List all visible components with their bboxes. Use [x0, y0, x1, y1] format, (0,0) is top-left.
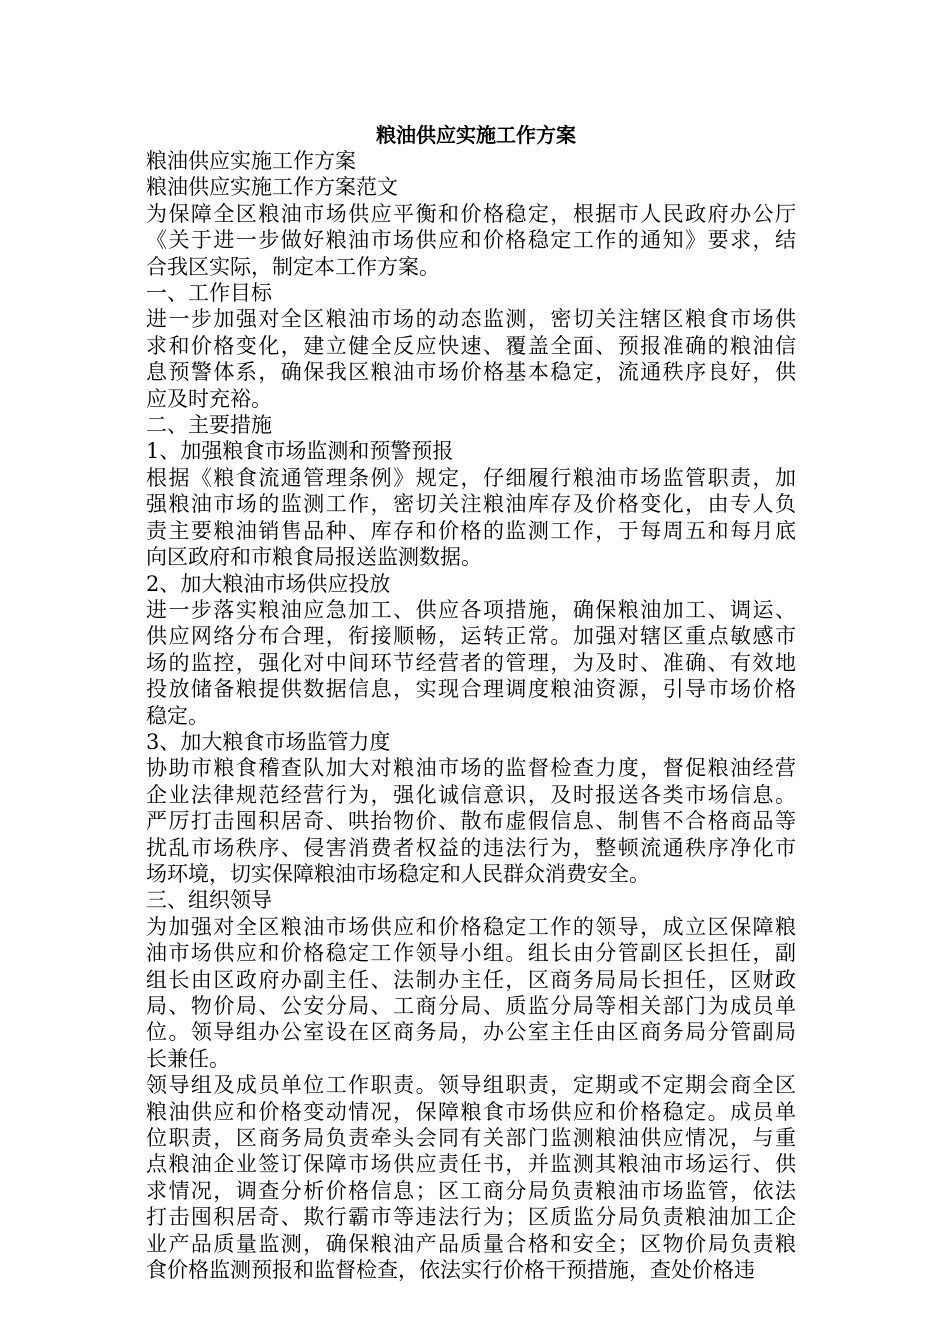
paragraph	[146, 465, 796, 571]
text-line: 粮油供应和价格变动情况，保障粮食市场供应和价格稳定。成员单	[146, 1099, 796, 1124]
text-line: 投放储备粮提供数据信息，实现合理调度粮油资源，引导市场价格	[146, 677, 796, 702]
paragraph	[146, 412, 796, 438]
text-line: 点粮油企业签订保障市场供应责任书，并监测其粮油市场运行、供	[146, 1152, 796, 1177]
document-page	[146, 122, 796, 1283]
text-line: 局、物价局、公安分局、工商分局、质监分局等相关部门为成员单	[146, 994, 796, 1018]
paragraph	[146, 438, 796, 464]
text-line: 二、主要措施	[146, 413, 272, 438]
text-line: 求情况，调查分析价格信息；区工商分局负责粮油市场监管，依法	[146, 1178, 796, 1203]
text-line: 长兼任。	[146, 1046, 230, 1071]
text-line: 求和价格变化，建立健全反应快速、覆盖全面、预报准确的粮油信	[146, 333, 796, 358]
text-line: 息预警体系，确保我区粮油市场价格基本稳定，流通秩序良好，供	[146, 360, 796, 385]
text-line: 企业法律规范经营行为，强化诚信意识，及时报送各类市场信息。	[146, 782, 796, 807]
paragraph	[146, 174, 796, 200]
document-title: 粮油供应实施工作方案	[376, 123, 576, 147]
text-line: 粮油供应实施工作方案范文	[146, 175, 398, 200]
text-line: 协助市粮食稽查队加大对粮油市场的监督检查力度，督促粮油经营	[146, 756, 796, 781]
text-line: 合我区实际，制定本工作方案。	[146, 254, 440, 279]
text-line: 食价格监测预报和监督检查，依法实行价格干预措施，查处价格违	[146, 1258, 755, 1283]
paragraph	[146, 914, 796, 1072]
text-line: 打击囤积居奇、欺行霸市等违法行为；区质监分局负责粮油加工企	[146, 1205, 796, 1230]
text-line: 2、加大粮油市场供应投放	[146, 571, 391, 596]
text-line: 根据《粮食流通管理条例》规定，仔细履行粮油市场监管职责，加	[146, 465, 796, 490]
paragraph	[146, 729, 796, 755]
text-line: 强粮油市场的监测工作，密切关注粮油库存及价格变化，由专人负	[146, 492, 796, 517]
paragraph	[146, 755, 796, 887]
paragraph	[146, 887, 796, 913]
paragraph	[146, 280, 796, 306]
text-line: 位职责，区商务局负责牵头会同有关部门监测粮油供应情况，与重	[146, 1126, 796, 1151]
text-line: 领导组及成员单位工作职责。领导组职责，定期或不定期会商全区	[146, 1073, 796, 1098]
text-line: 扰乱市场秩序、侵害消费者权益的违法行为，整顿流通秩序净化市	[146, 835, 796, 860]
text-line: 《关于进一步做好粮油市场供应和价格稳定工作的通知》要求，结	[146, 228, 796, 253]
paragraph	[146, 306, 796, 412]
text-line: 组长由区政府办副主任、法制办主任，区商务局局长担任，区财政	[146, 967, 796, 992]
text-line: 稳定。	[146, 703, 209, 728]
text-line: 业产品质量监测，确保粮油产品质量合格和安全；区物价局负责粮	[146, 1231, 796, 1256]
text-line: 1、加强粮食市场监测和预警预报	[146, 439, 454, 464]
text-line: 严厉打击囤积居奇、哄抬物价、散布虚假信息、制售不合格商品等	[146, 809, 796, 834]
text-line: 进一步加强对全区粮油市场的动态监测，密切关注辖区粮食市场供	[146, 307, 796, 332]
text-line: 为加强对全区粮油市场供应和价格稳定工作的领导，成立区保障粮	[146, 914, 796, 939]
text-line: 油市场供应和价格稳定工作领导小组。组长由分管副区长担任，副	[146, 941, 796, 966]
paragraph	[146, 571, 796, 597]
text-line: 为保障全区粮油市场供应平衡和价格稳定，根据市人民政府办公厅	[146, 201, 796, 226]
text-line: 一、工作目标	[146, 281, 272, 306]
text-line: 粮油供应实施工作方案	[146, 149, 356, 173]
text-line: 责主要粮油销售品种、库存和价格的监测工作，于每周五和每月底	[146, 518, 796, 543]
paragraph	[146, 201, 796, 280]
text-line: 供应网络分布合理，衔接顺畅，运转正常。加强对辖区重点敏感市	[146, 624, 796, 649]
paragraph	[146, 148, 796, 174]
text-line: 进一步落实粮油应急加工、供应各项措施，确保粮油加工、调运、	[146, 597, 796, 622]
text-line: 3、加大粮食市场监管力度	[146, 729, 391, 754]
document-body	[146, 148, 796, 1283]
paragraph	[146, 597, 796, 729]
text-line: 应及时充裕。	[146, 386, 272, 411]
text-line: 位。领导组办公室设在区商务局，办公室主任由区商务局分管副局	[146, 1020, 796, 1045]
text-line: 场的监控，强化对中间环节经营者的管理，为及时、准确、有效地	[146, 650, 796, 675]
paragraph	[146, 1072, 796, 1283]
text-line: 三、组织领导	[146, 888, 272, 913]
text-line: 场环境，切实保障粮油市场稳定和人民群众消费安全。	[146, 861, 650, 886]
text-line: 向区政府和市粮食局报送监测数据。	[146, 545, 482, 570]
